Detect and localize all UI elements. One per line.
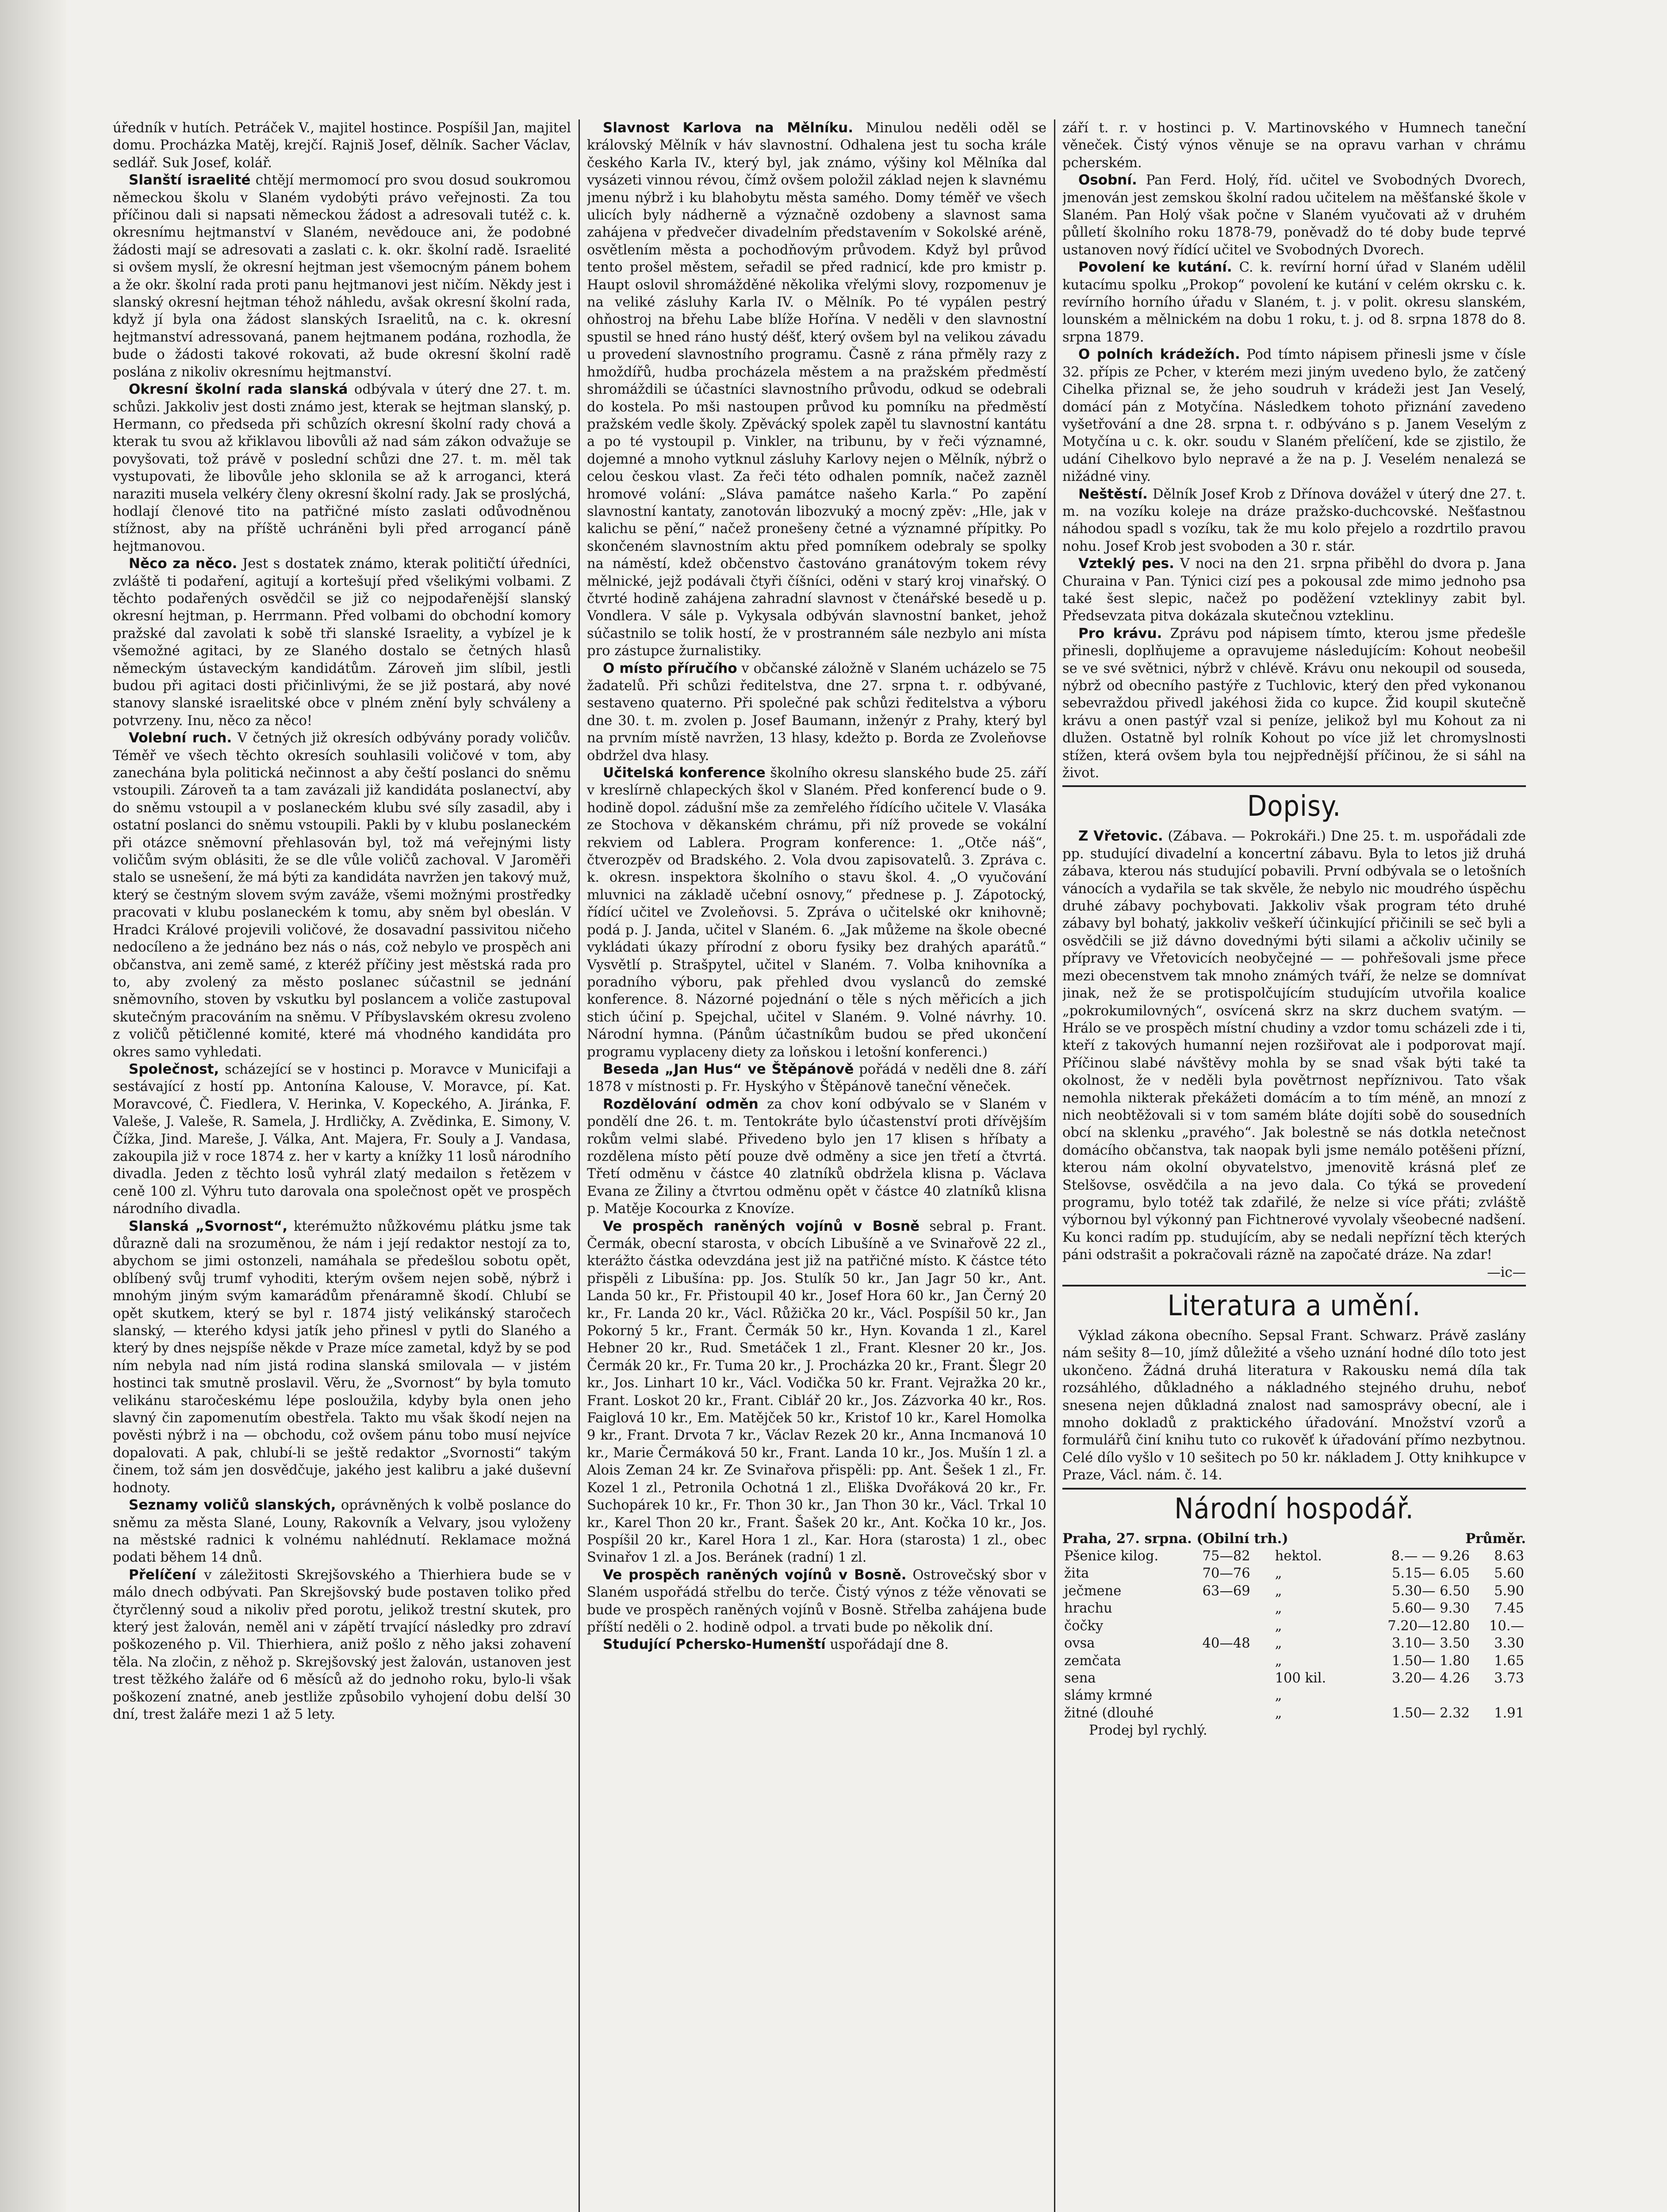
grain-price: 8.— — 9.26 — [1391, 1548, 1470, 1564]
article-body: pořádá v neděli dne 8. září 1878 v místnosti p. Fr. Hyskýho v Štěpánově taneční věneček. — [587, 1061, 1046, 1095]
section-heading-hospodar: Národní hospodář. — [1062, 1488, 1526, 1526]
article-body: září t. r. v hostinci p. V. Martinovského v Humnech taneční věneček. Čistý výnos věnuje se na opravu varhan v chrámu pcherském. — [1062, 120, 1526, 171]
article-heading: Společnost, — [129, 1061, 219, 1077]
article — [113, 1218, 571, 1497]
article-body: C. k. revírní horní úřad v Slaném udělil kutacímu spolku „Prokop“ povolení ke kutání v celém okrsku c. k. revírního horního úřadu v Slaném, t. j. v polit. okresu slanském, lounském a mělnickém na dobu 1 roku, t. j. od 8. srpna 1878 do 8. srpna 1879. — [1062, 260, 1526, 345]
article — [1062, 259, 1526, 346]
grain-unit: „ — [1275, 1618, 1282, 1634]
article — [1062, 119, 1526, 172]
letter-body: (Zábava. — Pokrokáři.) Dne 25. t. m. uspořádali zde pp. studující divadelní a koncertní zábavu. Byla to letos již druhá zábava, kterou nás studující pobavili. První odbývala se o letošních vánocích a vydařila se tak skvěle, že nebylo nic moudrého úspěchu druhé zábavy pochybovati. Jakkoliv však program této druhé zábavy byl bohatý, jakkoliv veškeří účinkující přičinili se seč byli a osvědčili se již dávno dovednými býti silami a ačkoliv učinily se přípravy ve Vřetovicích neobyčejné — — pohřešovali jsme přece mezi obecenstvem tak mnoho známých tváří, že nelze se domnívat jinak, než že se protispolčujícím studujícím utvořila koalice „pokrokumilovných“, osvícená skrz na skrz duchem svatým. — Hrálo se ve prospěch místní chudiny a vzdor tomu scházeli zde i ti, kteří z takových humanní nejen rozšiřovat ale i podporovat mají. Příčinou slabé návštěvy mohla by se snad však býti také ta okolnost, že v neděli byla povětrnost nepříznivou. Tato však nemohla nikterak překážeti domácím a to tím méně, an mnozí z nich neobtěžovali si v tom samém bláte dojíti sobě do sousedních obcí na sklenku „pravého“. Jak bolestně se nás dotkla netečnost domácího občanstva, tak naopak byli jsme nemálo potěšeni přízní, kterou nám okolní obyvatelstvo, jmenovitě krásná pleť ze Stelšovse, osvědčila a na jevo dala. Co týká se provedení programu, bylo totéž tak zdařilé, že nelze si více přáti; zvláště výbornou byl výkonný pan Fichtnerové vyvolaly všeobecné nadšení. Ku konci radím pp. studujícím, aby se nedali nepřízní těch kterých páni odstrašit a pokračovali rázně na započaté dráze. Na zdar! — [1062, 829, 1526, 1263]
column-1 — [113, 119, 571, 2212]
article-heading: Volební ruch. — [129, 730, 232, 746]
newspaper-page — [113, 119, 1526, 2212]
article — [113, 1567, 571, 1724]
grain-avg: 5.90 — [1494, 1583, 1524, 1599]
article — [1062, 346, 1526, 485]
grain-range: 40—48 — [1202, 1636, 1250, 1651]
grain-unit: „ — [1275, 1705, 1282, 1721]
article-heading: Učitelská konference — [603, 765, 766, 781]
grain-name: žitné (dlouhé — [1064, 1705, 1154, 1721]
article — [587, 764, 1046, 1061]
article-heading: Beseda „Jan Hus“ ve Štěpánově — [603, 1061, 854, 1077]
grain-unit: „ — [1275, 1583, 1282, 1599]
grain-name: sena — [1064, 1670, 1096, 1686]
article — [587, 119, 1046, 660]
article-body: chtějí mermomocí pro svou dosud soukromou německou školu v Slaném vydobýti právo veřejnosti. Za tou příčinou dali si napsati německou žádost a adresovali tutéž c. k. okresnímu hejtmanství v Slaném, nevědouce ani, že podobné žádosti mají se adresovati a zaslati c. k. okr. školní radě. Israelité si ovšem myslí, že okresní hejtman jest všemocným pánem bohem a že okr. školní rada proti panu hejtmanovi jest ničím. Někdy jest i slanský okresní hejtman téhož náhledu, avšak okresní školní rada, když jí byla ona žádost slanských Israelitů, na c. k. okresní hejtmanství adressovaná, panem hejtmanem podána, rozhodla, že bude o žádosti takové rokovati, až bude okresní školní radě poslána z nikoliv okresnímu hejtmanství. — [113, 173, 571, 380]
grain-price-row — [1062, 1705, 1526, 1722]
article-body: V četných již okresích odbývány porady voličův. Téměř ve všech těchto okresích souhlasili voličové v tom, aby zanechána byla politická nečinnost a aby čeští poslanci do sněmu vstoupili. Zároveň ta a tam zavázali již kandidáta poslanectví, aby do sněmu vstoupil a v poslaneckém klubu své síly zasadil, aby i ostatní poslanci do sněmu vstoupili. Pakli by v klubu poslaneckém při otázce sněmovní přehlasován byl, tož má veřejnými listy voličům svým oblásiti, že se dle vůle voličů zachoval. V Jaroměři stalo se usnešení, že má býti za kandidáta navržen jen takový muž, který se čestným slovem svým zaváže, všemi možnými prostředky pracovati v klubu poslaneckém k tomu, aby sněm byl obeslán. V Hradci Králové projevili voličové, že dosavadní passivitou ničeho nedocíleno a že jednáno bez nás o nás, což nebylo ve prospěch ani občanstva, ani země samé, z kteréž příčiny jest městská rada pro to, aby zvolený za město poslanec súčastnil se jednání sněmovního, stoven by vskutku byl poslancem a voliče zastupoval skutečným pracováním na sněmu. V Příbyslavském okresu zvoleno z voličů pětičlenné komité, které má vhodného kandidáta pro okres samo vyhledati. — [113, 730, 571, 1060]
grain-price: 5.15— 6.05 — [1392, 1566, 1470, 1582]
grain-price-row — [1062, 1600, 1526, 1617]
article-body: za chov koní odbývalo se v Slaném v pondělí dne 26. t. m. Tentokráte bylo účastenství proti dřívějším rokům velmi slabé. Přivedeno bylo jen 17 klisen s hříbaty a rozdělena místo pětí pouze dvě odměny a sice jen třetí a čtvrtá. Třetí odměnu v částce 40 zlatníků obdržela klisna p. Václava Evana ze Žiliny a čtvrtou odměnu opět v částce 40 zlatníků klisna p. Matěje Kocourka z Knovíze. — [587, 1096, 1046, 1217]
grain-range — [1201, 1617, 1273, 1635]
article — [1062, 625, 1526, 782]
article-body: scházející se v hostinci p. Moravce v Municifaji a sestávající z hostí pp. Antonína Kalouse, V. Moravce, pí. Kat. Moravcové, Č. Fiedlera, V. Herinka, V. Kopeckého, A. Jiránka, F. Valeše, J. Valeše, R. Samela, J. Hrdličky, A. Zvědinka, E. Simony, V. Čížka, Jind. Mareše, J. Válka, Ant. Majera, Fr. Souly a J. Vandasa, zakoupila již v roce 1874 z. her v karty a knížky 11 losů národního divadla. Jeden z těchto losů vyhrál zlatý medailon s řetězem v ceně 100 zl. Výhru tuto darovala ona společnost opět ve prospěch národního divadla. — [113, 1061, 571, 1217]
article-body: Zprávu pod nápisem tímto, kterou jsme předešle přinesli, doplňujeme a opravujeme následujícím: Kohout neobešil se ve své světnici, nýbrž v chlévě. Krávu onu nekoupil od souseda, nýbrž od obecního pastýře z Tuchlovic, který den před vykonanou sebevraždou přivedl jakéhosi žida co kupce. Žid koupil skutečně krávu a onen pastýř vzal si peníze, jelikož byl mu Kohout za ni dlužen. Ostatně byl rolník Kohout po více již let chromyslnosti stížen, která ovšem byla tou nejpřednější příčinou, že si sáhl na život. — [1062, 626, 1526, 781]
article-heading: O polních krádežích. — [1078, 346, 1240, 363]
article — [113, 119, 571, 172]
grain-price-row — [1062, 1652, 1526, 1670]
article — [587, 1096, 1046, 1218]
article-heading: Okresní školní rada slanská — [129, 381, 348, 398]
grain-name: čočky — [1064, 1618, 1104, 1634]
article-body: úředník v hutích. Petráček V., majitel hostince. Pospíšil Jan, majitel domu. Procházka Matěj, krejčí. Rajniš Josef, dělník. Sacher Václav, sedlář. Suk Josef, kolář. — [113, 120, 571, 171]
article — [587, 1218, 1046, 1567]
grain-price-row — [1062, 1565, 1526, 1582]
grain-price: 1.50— 2.32 — [1392, 1705, 1470, 1721]
grain-name: zemčata — [1064, 1653, 1121, 1669]
column-2 — [587, 119, 1046, 2212]
grain-name: ovsa — [1064, 1636, 1095, 1651]
section-heading-literatura: Literatura a umění. — [1062, 1285, 1526, 1323]
section-heading-dopisy: Dopisy. — [1062, 785, 1526, 823]
letter-title: Z Vřetovic. — [1078, 828, 1163, 845]
column-rule — [1054, 119, 1055, 2212]
grain-price: 5.60— 9.30 — [1392, 1601, 1470, 1617]
grain-avg: 1.65 — [1494, 1653, 1524, 1669]
grain-name: slámy krmné — [1064, 1688, 1153, 1704]
page-edge-shadow — [0, 0, 66, 2212]
article-body: uspořádají dne 8. — [830, 1637, 949, 1653]
article-heading: Ve prospěch raněných vojínů v Bosně. — [603, 1567, 907, 1583]
article-heading: Neštěstí. — [1078, 486, 1148, 502]
grain-unit: hektol. — [1275, 1548, 1322, 1564]
article-body: Minulou neděli oděl se královský Mělník v háv slavnostní. Odhalena jest tu socha krále českého Karla IV., který byl, jak známo, výšiny kol Mělníka dal vysázeti vinnou révou, čímž ovšem položil základ nejen k slavnému jmenu nýbrž i ku blahobytu města samého. Domy téměř ve všech ulicích byly nádherně a význačně ozdobeny a slavnost sama zahájena v předvečer divadelním představením v Sokolské aréně, osvětlením města a pochodňovým průvodem. Když byl průvod tento prošel městem, seřadil se před radnicí, kde pro kmistr p. Haupt oslovil shromážděné několika vřelými slovy, rozpomenuv je na veliké zásluhy Karla IV. o Mělník. Po té vypálen pestrý ohňostroj na břehu Labe blíže Hořína. V neděli v den slavnostní spustil se hned ráno hustý déšť, který ovšem byl na velikou závadu u provedení slavnostního programu. Časně z rána přměly razy z hmoždířů, hudba procházela městem a na pražském předměstí shromáždili se účastníci slavnostního průvodu, odkud se odebrali do kostela. Po mši nastoupen průvod ku pomníku na předměstí pražském vedle školy. Zpěvácký spolek zapěl tu slavnostní kantátu a po té vystoupil p. Vinkler, na tribunu, by v řeči významné, dojemné a mnoho vytknul zásluhy Karlovy nejen o Mělník, nýbrž o celou českou vlast. Za řeči této odhalen pomník, načež zazněl hromové volání: „Sláva památce našeho Karla.“ Po zapění slavnostní kantaty, zanotován libozvuký a mocný zpěv: „Hle, jak v kalichu se pění,“ načež pronešeny četné a významné přípitky. Po skončeném slavnostním aktu před pomníkem odebraly se spolky na náměstí, kdež občenstvo častováno granátovým tokem révy mělnické, jejž podávali čtyři číšníci, oděni v starý kroj vinařský. O čtvrté hodině zahájena zahradní slavnost v čtenářské besedě u p. Vondlera. V sále p. Vykysala odbýván slavnostní banket, jehož súčastnilo se tolik hostí, že v prostranném sále nezbylo ani místa pro zástupce žurnalistiky. — [587, 120, 1046, 659]
grain-avg: 7.45 — [1494, 1601, 1524, 1617]
grain-range — [1201, 1687, 1273, 1704]
grain-name: žita — [1064, 1566, 1089, 1582]
grain-price-table — [1062, 1548, 1526, 1722]
article-heading: Povolení ke kutání. — [1078, 259, 1232, 276]
article-body: Jest s dostatek známo, kterak političtí úředníci, zvláště ti podaření, agitují a kortešují před všelikými volbami. Z těchto podařených osvědčil se již co nejpodařenější slanský okresní hejtman, p. Herrmann. Před volbami do obchodní komory pražské dal zavolati k sobě tři slanské Israelity, a vybízel je k všemožné agitaci, by ze Slaného dostalo se četných hlasů německým ústaveckým kandidátům. Zároveň jim slíbil, jestli budou při agitaci dosti přičinlivými, že se již postará, aby nové stanovy slanské israelitské obce v plném znění byly schváleny a potvrzeny. Inu, něco za něco! — [113, 556, 571, 729]
article-body: v občanské záložně v Slaném ucházelo se 75 žadatelů. Při schůzi ředitelstva, dne 27. srpna t. r. odbývané, sestaveno quaterno. Při společné pak schůzi ředitelstva a výboru dne 30. t. m. zvolen p. Josef Baumann, inženýr z Prahy, který byl na prvním místě navržen, 13 hlasy, kdežto p. Borda ze Zvoleňovse obdržel dva hlasy. — [587, 661, 1046, 764]
article-heading: Pro krávu. — [1078, 625, 1162, 641]
article-heading: Rozdělování odměn — [603, 1096, 759, 1112]
article-body: V noci na den 21. srpna přiběhl do dvora p. Jana Churaina v Pan. Týnici cizí pes a pokousal zde mimo jednoho psa také šest slepic, načež po poděžení vzteklinyy zabit byl. Předsevzata pitva dokázala skutečnou vzteklinu. — [1062, 556, 1526, 624]
letter-signature: —ic— — [1487, 1264, 1526, 1280]
article-heading: Ve prospěch raněných vojínů v Bosně — [603, 1218, 920, 1234]
article-body: sebral p. Frant. Čermák, obecní starosta, v obcích Libušíně a ve Svinařově 22 zl., kterážto částka odevzdána jest již na patřičné místo. K částce této přispěli z Libušína: pp. Jos. Stulík 50 kr., Jan Jagr 50 kr., Ant. Landa 50 kr., Fr. Přistoupil 40 kr., Josef Hora 60 kr., Jan Černý 20 kr., Fr. Landa 20 kr., Václ. Růžička 20 kr., Václ. Pospíšil 50 kr., Jan Pokorný 5 kr., Frant. Čermák 50 kr., Hyn. Kovanda 1 zl., Karel Hebner 20 kr., Rud. Smetáček 1 zl., Frant. Klesner 20 kr., Jos. Čermák 20 kr., Fr. Tuma 20 kr., J. Procházka 20 kr., Frant. Šlegr 20 kr., Jos. Linhart 10 kr., Václ. Vodička 50 kr. Frant. Vejražka 20 kr., Frant. Loskot 20 kr., Frant. Ciblář 20 kr., Jos. Zázvorka 40 kr., Ros. Faiglová 10 kr., Em. Matějček 50 kr., Kristof 10 kr., Karel Homolka 9 kr., Frant. Drvota 7 kr., Václav Rezek 20 kr., Anna Incmanová 10 kr., Marie Čermáková 50 kr., Frant. Landa 10 kr., Jos. Mušín 1 zl. a Alois Zeman 24 kr. Ze Svinařova přispěli: pp. Ant. Šešek 1 zl., Fr. Kozel 1 zl., Petronila Ochotná 1 zl., Eliška Dvořáková 20 kr., Fr. Suchopárek 10 kr., Fr. Thon 30 kr., Jan Thon 30 kr., Václ. Trkal 10 kr., Karel Thon 20 kr., Frant. Šašek 20 kr., Ant. Kočka 10 kr., Jos. Pospíšil 20 kr., Karel Hora 1 zl., Kar. Hora (starosta) 1 zl., obec Svinařov 1 zl. a Jos. Beránek (radní) 1 zl. — [587, 1218, 1046, 1566]
article-heading: Osobní. — [1078, 172, 1137, 188]
article — [113, 1061, 571, 1218]
article-heading: O místo příručího — [603, 660, 737, 676]
article-body: školního okresu slanského bude 25. září v kreslírně chlapeckých škol v Slaném. Před konferencí bude o 9. hodině dopol. zádušní mše za zemřelého řídícího učitele V. Vlasáka ze Stochova v děkanském chrámu, při níž provede se vokální rekviem od Lablera. Program konference: 1. „Otče náš“, čtverozpěv od Bradského. 2. Vola dvou zapisovatelů. 3. Zpráva c. k. okresn. inspektora školního o stavu škol. 4. „O vyučování mluvnici na základě učební osnovy,“ přednese p. J. Zápotocký, řídící učitel ve Zvoleňovsi. 5. Zpráva o učitelské okr knihovně; podá p. J. Janda, učitel v Slaném. 6. „Jak můžeme na škole obecné vykládati úkazy přírodní z oboru fysiky bez drahých aparátů.“ Vysvětlí p. Strašpytel, učitel v Slaném. 7. Volba knihovníka a poradního výboru, pak přehled dvou vyslanců do zemské konference. 8. Názorné pojednání o těle s ných měřicích a jich stich účiní p. Spejchal, učitel v Slaném. 9. Volné návrhy. 10. Národní hymna. (Pánům účastníkům budou se před ukončení programu vyplaceny diety za loňskou i letošní konferenci.) — [587, 765, 1046, 1060]
grain-name: hrachu — [1064, 1601, 1112, 1617]
article — [587, 660, 1046, 764]
grain-unit: „ — [1275, 1688, 1282, 1704]
grain-price-row — [1062, 1548, 1526, 1565]
grain-avg — [1472, 1687, 1526, 1704]
article-body: Pod tímto nápisem přinesli jsme v čísle 32. přípis ze Pcher, v kterém mezi jiným uvedeno bylo, že zatčený Cihelka přiznal se, že jeho soudruh v krádeži jest Jan Veselý, domácí pán z Motyčína. Následkem tohoto přiznání zavedeno vyšetřování a dne 28. srpna t. r. odbýváno s p. Janem Veselým z Motyčína u c. k. okr. soudu v Slaném přelíčení, kde se zjistilo, že udání Cihelkovo bylo nepravé a že na p. J. Veselém nenalezá se nižádné viny. — [1062, 347, 1526, 485]
article-heading: Slanská „Svornost“, — [129, 1218, 288, 1234]
article-heading: Studující Pchersko-Humenští — [603, 1636, 826, 1653]
grain-avg: 5.60 — [1494, 1566, 1524, 1582]
article-heading: Slanští israelité — [129, 172, 251, 188]
grain-price: 3.20— 4.26 — [1392, 1670, 1470, 1686]
grain-unit: „ — [1275, 1653, 1282, 1669]
article — [113, 381, 571, 555]
grain-name: Pšenice kilog. — [1064, 1548, 1159, 1564]
grain-range — [1201, 1670, 1273, 1687]
article — [113, 730, 571, 1061]
column-3 — [1062, 119, 1526, 2212]
grain-price-row — [1062, 1687, 1526, 1704]
article — [587, 1567, 1046, 1636]
article-body: odbývala v úterý dne 27. t. m. schůzi. Jakkoliv jest dosti známo jest, kterak se hejtman slanský, p. Hermann, co předseda při schůzích okresní školní rady chová a kterak tu svou až křiklavou libovůli až nad sám zákon odvažuje se povyšovati, tož právě v poslední schůzi dne 27. t. m. měl tak vystupovati, že libovůle jeho sklonila se až k arroganci, která naraziti musela velkéry členy okresní školní rady. Jak se proslýchá, hodlají členové tito na patřičné místo zaslati odůvodněnou stížnost, aby na příště uchráněni byli před arrogancí páně hejtmanovou. — [113, 382, 571, 554]
article-body: oprávněných k volbě poslance do sněmu za města Slané, Louny, Rakovník a Velvary, jsou vyloženy na městské radnici k volnému nahlédnutí. Reklamace možná podati během 14 dnů. — [113, 1498, 571, 1566]
grain-avg: 8.63 — [1494, 1548, 1524, 1564]
article-body: v záležitosti Skrejšovského a Thierhiera bude se v málo dnech odbývati. Pan Skrejšovský bude postaven toliko před čtyrčlenný soud a nikoliv před porotu, jelikož trestní skutek, pro který jest žalován, neměl ani v zápětí trvající následky pro zdraví poškozeného p. Vil. Thierhiera, aniž pošlo z něho jaksi zohavení těla. Na zločin, z něhož p. Skrejšovský jest žalován, ustanoven jest trest těžkého žaláře od 6 měsíců až do jednoho roku, bylo-li však poškození znatné, aneb jestliže způsobilo vyhojení dobu delší 30 dní, trest žaláře mezi 1 až 5 lety. — [113, 1567, 571, 1722]
grain-unit: „ — [1275, 1566, 1282, 1582]
grain-price: 3.10— 3.50 — [1392, 1636, 1470, 1651]
grain-price: 5.30— 6.50 — [1392, 1583, 1470, 1599]
article — [1062, 555, 1526, 625]
article-heading: Seznamy voličů slanských, — [129, 1497, 336, 1513]
column-rule — [579, 119, 580, 2212]
grain-avg: 1.91 — [1494, 1705, 1524, 1721]
grain-price: 7.20—12.80 — [1387, 1618, 1470, 1634]
article-body: Ostrovečský sbor v Slaném uspořádá střelbu do terče. Čistý výnos z téže věnovati se bude ve prospěch raněných vojínů v Bosně. Střelba zahájena bude příští neděli o 2. hodině odpol. a trvati bude po několik dní. — [587, 1567, 1046, 1635]
grain-price-row — [1062, 1582, 1526, 1600]
article — [1062, 172, 1526, 259]
grain-price: 1.50— 1.80 — [1392, 1653, 1470, 1669]
market-average-label: Průměr. — [1465, 1530, 1526, 1547]
grain-price-row — [1062, 1635, 1526, 1652]
grain-unit: „ — [1275, 1601, 1282, 1617]
grain-range: 75—82 — [1202, 1548, 1250, 1564]
market-header — [1062, 1530, 1526, 1548]
article-heading: Slavnost Karlova na Mělníku. — [603, 120, 854, 136]
article-body: kterémužto nůžkovému plátku jsme tak důrazně dali na srozuměnou, že nám i její redaktor nestojí za to, abychom se jimi ostonzeli, namáhala se předešlou sobotu opět, oblíbený svůj trumf vyhoditi, kterým ovšem nejen sobě, nýbrž i mnohým jiným svým kamarádům přenáramně škodí. Chlubí se opět skutkem, který se byl r. 1874 jistý velikánský staročech slanský, — kterého kdysi jatík jeho přinesl v pytli do Slaného a který by dnes nejspíše někde v Praze míce zametal, když by se pod ním nebyla nad ním jistá rodina slanská smilovala — v jistém hostinci tak smutně proslavil. Věru, že „Svornost“ by byla tomuto velikánu staročeskému lépe posloužila, kdyby byla onen jeho slavný čin zapomenutím obestřela. Takto mu však škodí nejen na pověsti nýbrž i na — obchodu, což ovšem pánu tobo musí nejvíce dopalovati. A pak, chlubí-li se ještě redaktor „Svornosti“ takým činem, tož sám jen dosvědčuje, jakého jest kalibru a jaké duševní hodnoty. — [113, 1218, 571, 1496]
grain-range — [1201, 1652, 1273, 1670]
grain-range — [1201, 1600, 1273, 1617]
grain-avg: 3.73 — [1494, 1670, 1524, 1686]
market-title: Praha, 27. srpna. (Obilní trh.) — [1062, 1530, 1288, 1547]
article-heading: Vzteklý pes. — [1078, 556, 1174, 572]
letter-vretovice — [1062, 828, 1526, 1263]
market-closing-note: Prodej byl rychlý. — [1089, 1723, 1207, 1739]
grain-range: 70—76 — [1202, 1566, 1250, 1582]
article — [587, 1061, 1046, 1096]
article — [113, 555, 571, 730]
literature-review: Výklad zákona obecního. Sepsal Frant. Schwarz. Právě zaslány nám sešity 8—10, jímž důležité a všeho uznání hodné dílo toto jest ukončeno. Žádná druhá literatura v Rakousku nemá díla tak rozsáhlého, důkladného a nákladného stejného druhu, neboť snesena nejen důkladná znalost nad samosprávy obecní, ale i mnoho dokladů z praktického úřadování. Množství vzorů a formulářů činí knihu tuto co rukověť k úřadování přímo nezbytnou. Celé dílo vyšlo v 10 sešitech po 50 kr. nákladem J. Otty knihkupce v Praze, Václ. nám. č. 14. — [1062, 1328, 1526, 1483]
article — [587, 1636, 1046, 1653]
grain-price-row — [1062, 1617, 1526, 1635]
article-body: Pan Ferd. Holý, říd. učitel ve Svobodných Dvorech, jmenován jest zemskou školní radou učitelem na měšťanské škole v Slaném. Pan Holý však počne v Slaném vyučovati až v druhém půlletí školního roku 1878-79, poněvadž do té doby bude teprvé ustanoven nový řídící učitel ve Svobodných Dvorech. — [1062, 173, 1526, 258]
grain-unit: 100 kil. — [1275, 1670, 1326, 1686]
grain-unit: „ — [1275, 1636, 1282, 1651]
grain-price — [1350, 1687, 1472, 1704]
article-heading: Přelíčení — [129, 1567, 196, 1583]
article — [113, 1497, 571, 1567]
grain-name: ječmene — [1064, 1583, 1122, 1599]
article — [1062, 486, 1526, 556]
grain-avg: 10.— — [1489, 1618, 1524, 1634]
article-heading: Něco za něco. — [129, 556, 238, 572]
grain-range — [1201, 1705, 1273, 1722]
article — [113, 172, 571, 381]
grain-price-row — [1062, 1670, 1526, 1687]
grain-range: 63—69 — [1202, 1583, 1250, 1599]
article-body: Dělník Josef Krob z Dřínova dovážel v úterý dne 27. t. m. na vozíku koleje na dráze pražsko-duchcovské. Nešťastnou náhodou spadl s vozíku, tak že mu kolo přejelo a rozdrtilo pravou nohu. Josef Krob jest svoboden a 30 r. stár. — [1062, 486, 1526, 554]
grain-avg: 3.30 — [1494, 1636, 1524, 1651]
